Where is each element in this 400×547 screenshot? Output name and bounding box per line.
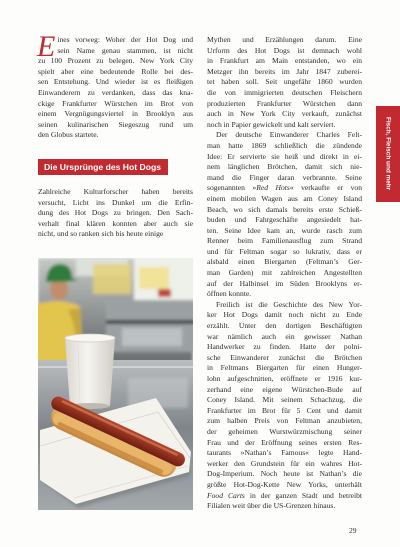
text-line: tet haben soll. Seit ungefähr 1860 wurden [207,77,362,87]
text-line: der geheimen Wurstwürzmischung seiner [207,426,362,436]
text-line: man hatte 1869 schließlich die zündende [207,140,362,150]
drop-cap: E [37,30,56,63]
text-line: Beach, wo sich damals bereits erste Schieß- [207,204,362,214]
text-line: produzierten Frankfurter Würstchen dann [207,98,362,108]
text-line: war nämlich auch ein gewisser Nathan [207,331,362,341]
text-line: die von immigrierten deutschen Fleischern [207,87,362,97]
text-line: man Garden) mit zahlreichen Angestellten [207,268,362,278]
text-line: alsbald einen Biergarten (Feltman’s Ger- [207,257,362,267]
text-line: öffnen konnte. [207,289,252,299]
text-line: Coney Island. Mit seinem Schachzug, die [207,395,362,405]
text-line: zu 100 Prozent zu belegen. New York City [38,56,193,66]
text-line: und für Feltman sogar so lukrativ, dass er [207,246,362,256]
cup-body [65,338,115,406]
text-line: einem mobilen Wagen aus am Coney Island [207,193,362,203]
text-line: taurants »Nathan’s Famous« legte Hand- [207,448,362,458]
text-line: nem länglichen Brötchen, damit sich nie- [207,162,362,172]
counter-highlight [38,366,193,368]
text-line: ten. Seine Idee kam an, wurde rasch zum [207,225,362,235]
text-line: sche Einwanderer zunächst die Brötchen [207,352,362,362]
text-line: mand die Finger daran verbrannte. Seine [207,172,362,182]
menu-board [139,267,169,289]
text-line: Filialen weit über die US-Grenzen hinaus. [207,501,336,511]
page-number: 29 [349,526,357,535]
italic-term: Food Carts [207,490,245,500]
machine-strip [106,320,193,324]
cup-rim [65,334,115,342]
text-line: buden und Fahrgeschäfte angesiedelt hat- [207,215,362,225]
text-line: Urform des Hot Dogs ist demnach wohl [207,45,362,55]
left-body-paragraph [38,187,193,240]
intro-paragraph [37,30,193,141]
text-line: in Feltmans Biergarten für einen Hunger- [207,363,362,373]
text-line: ckige Frankfurter Würstchen im Brot von [38,98,193,108]
text-line: einem Vergnügungsviertel in Brooklyn aus [38,109,193,119]
text-line: ines vorweg: Woher der Hot Dog und [57,35,193,44]
text-line: verhalt final klären konnten aber auch sie [38,218,193,228]
text-line: nicht, und so ranken sich bis heute einige [38,229,164,239]
machine-glass [122,328,182,346]
text-line: seinen kulinarischen Siegeszug rund um [38,119,193,129]
text-line: ker Hot Dogs damit noch nicht zu Ende [207,310,362,320]
right-column-text [207,35,362,512]
text-line: Renner beim Familienausflug zum Strand [207,236,362,246]
text-line: zum halben Preis von Feltman anzubieten, [207,416,362,426]
text-line: sein Name genau stammen, ist nicht [57,45,193,55]
text-line: den Globus startete. [38,130,99,140]
text-line: noch in Papier gewickelt und kalt serviert. [207,119,336,129]
text-line: zerhand eine eigene Würstchen-Bude auf [207,384,362,394]
section-heading: Die Ursprünge des Hot Dogs [38,159,168,175]
text-line: Frankfurter im Brot für 5 Cent und damit [207,405,362,415]
text-line: Handwerker zu finden. Hatte der polni- [207,342,362,352]
chapter-tab [376,106,400,202]
text-line: Einwanderern zu verdanken, dass das kna- [38,87,193,97]
text-line: Zahlreiche Kulturforscher haben bereits [38,187,193,196]
text-line: auch in New York City verkauft, zunächst [207,109,362,119]
italic-term: Red Hots [256,183,290,193]
text-line: werker den Grundstein für ein wahres Hot- [207,458,362,468]
text-line: Mythen und Erzählungen darum. Eine [207,35,362,44]
text-line: auf der Halbinsel im Süden Brooklyns er- [207,278,362,288]
text-line: Dog-Imperium. Noch heute ist Nathan’s die [207,469,362,479]
text-line: sen Entstehung. Und wieder ist es fleißigen [38,77,193,87]
text-line: Idee: Er servierte sie heiß und direkt in ei- [207,151,362,161]
hot-dog-photo [38,258,193,510]
text-line: in Frankfurt am Main entstanden, wo ein [207,56,362,66]
text-line: spielt aber eine bedeutende Rolle bei des- [38,66,193,76]
text-line: sogenannten »Red Hots« verkaufte er von [207,183,362,193]
text-line: größte Hot-Dog-Kette New Yorks, unterhält [207,479,362,489]
hot-dog-photo-image [38,258,193,510]
paper-cup [65,334,115,409]
text-line: Food Carts in der ganzen Stadt und betreibt [207,490,362,500]
menu-board [93,264,131,294]
text-line: Der deutsche Einwanderer Charles Felt- [216,130,362,140]
text-line: Frau und der Eröffnung seines ersten Res- [207,437,362,447]
text-line: versucht, Licht ins Dunkel um die Erfin- [38,197,193,207]
sign-accent [158,289,171,297]
text-line: erzählt. Unter den dortigen Beschäftigten [207,321,362,331]
chapter-tab-label: Fisch, Fleisch und mehr [384,117,392,191]
text-line: Metzger ihn bereits im Jahr 1847 zuberei- [207,66,362,76]
text-line: Freilich ist die Geschichte des New Yor- [216,299,362,309]
text-line: lohn aufgeschnitten, eröffnete er 1916 kur- [207,374,362,383]
text-line: dung des Hot Dogs zu bringen. Den Sach- [38,208,193,218]
